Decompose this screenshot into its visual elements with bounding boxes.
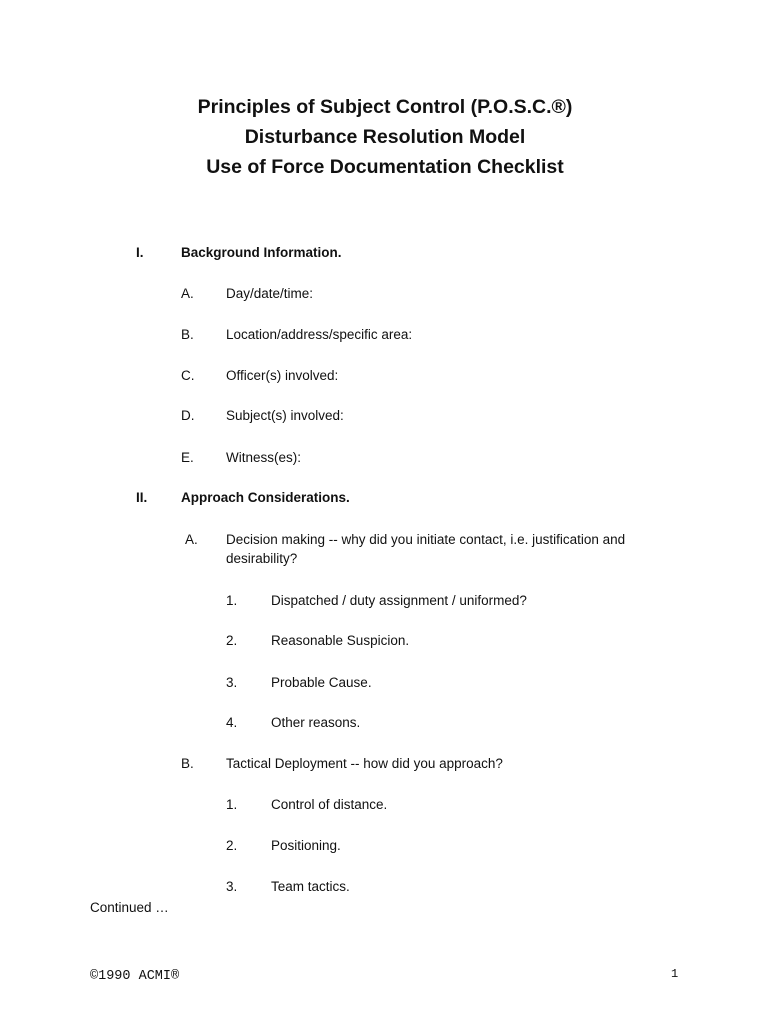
item-2a4-number: 4.: [226, 715, 238, 730]
item-2a1-text: Dispatched / duty assignment / uniformed?: [271, 593, 527, 608]
page-number: 1: [671, 967, 679, 981]
item-1e-letter: E.: [181, 450, 194, 465]
item-1d-letter: D.: [181, 408, 195, 423]
item-2b3-text: Team tactics.: [271, 879, 350, 894]
item-2a4-text: Other reasons.: [271, 715, 361, 730]
item-1b-text: Location/address/specific area:: [226, 327, 413, 342]
title-line-1: Principles of Subject Control (P.O.S.C.®): [197, 96, 573, 118]
section-1-number: I.: [136, 245, 144, 260]
item-1a-letter: A.: [181, 286, 194, 301]
section-2-number: II.: [136, 490, 148, 505]
continued-note: Continued …: [90, 900, 169, 915]
item-2a1-number: 1.: [226, 593, 238, 608]
title-line-2: Disturbance Resolution Model: [244, 126, 526, 148]
item-1a-text: Day/date/time:: [226, 286, 314, 301]
item-2a2-number: 2.: [226, 633, 238, 648]
item-2b1-text: Control of distance.: [271, 797, 388, 812]
item-1b-letter: B.: [181, 327, 194, 342]
title-line-3: Use of Force Documentation Checklist: [206, 156, 564, 178]
item-2b-text: Tactical Deployment -- how did you approach?: [226, 756, 503, 771]
section-2-heading: Approach Considerations.: [181, 490, 350, 505]
item-1d-text: Subject(s) involved:: [226, 408, 344, 423]
item-2b2-number: 2.: [226, 838, 238, 853]
footer-copyright: ©1990 ACMI®: [90, 969, 180, 984]
item-2a-text: Decision making -- why did you initiate contact, i.e. justification and desirability?: [226, 532, 626, 566]
item-2b3-number: 3.: [226, 879, 238, 894]
item-2b2-text: Positioning.: [271, 838, 341, 853]
item-2a3-number: 3.: [226, 675, 238, 690]
item-2b1-number: 1.: [226, 797, 238, 812]
item-2a3-text: Probable Cause.: [271, 675, 372, 690]
section-1-heading: Background Information.: [181, 245, 342, 260]
item-1c-letter: C.: [181, 368, 195, 383]
item-2a2-text: Reasonable Suspicion.: [271, 633, 410, 648]
item-2b-letter: B.: [181, 756, 194, 771]
item-2a-letter: A.: [185, 532, 198, 547]
item-1c-text: Officer(s) involved:: [226, 368, 339, 383]
item-1e-text: Witness(es):: [226, 450, 302, 465]
document-title: [0, 92, 770, 182]
